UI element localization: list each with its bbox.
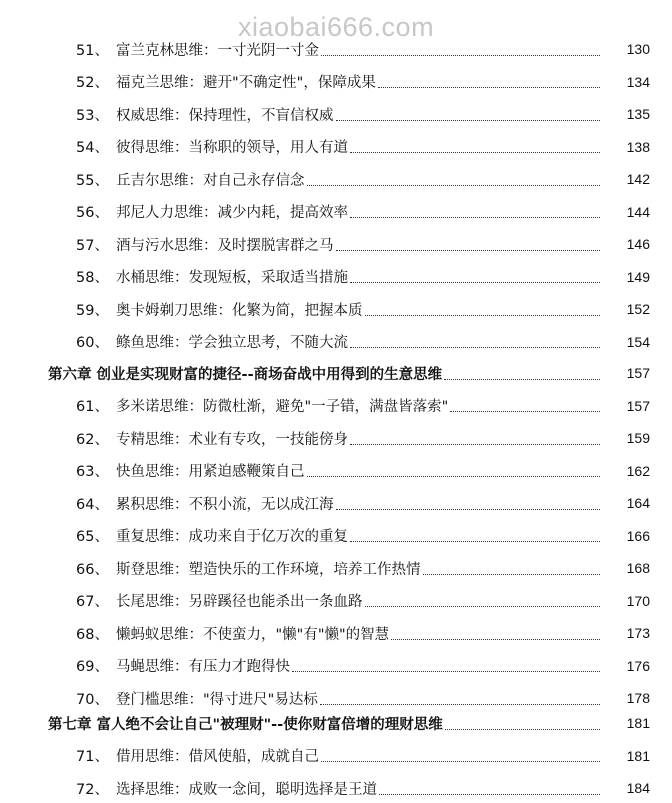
entry-leader <box>116 234 600 255</box>
toc-entry[interactable] <box>0 262 672 292</box>
entry-leader <box>116 688 600 709</box>
chapter-title: 第七章 富人绝不会让自己"被理财"--使你财富倍增的理财思维 <box>48 716 443 733</box>
entry-leader <box>116 201 600 222</box>
dot-leader <box>321 761 600 762</box>
toc-entry[interactable] <box>0 164 672 194</box>
page-number: 170 <box>626 592 650 609</box>
dot-leader <box>391 639 600 640</box>
entry-title: 水桶思维：发现短板，采取适当措施 <box>116 270 348 286</box>
dot-leader <box>307 476 601 477</box>
toc-entry[interactable] <box>0 294 672 324</box>
entry-title: 富兰克林思维：一寸光阴一寸金 <box>116 42 319 59</box>
page-number: 159 <box>626 430 650 446</box>
entry-title: 选择思维：成败一念间，聪明选择是王道 <box>116 781 377 798</box>
page-number: 176 <box>626 657 650 674</box>
entry-leader <box>48 713 600 734</box>
page-number: 162 <box>626 462 650 479</box>
entry-title: 懒蚂蚁思维：不使蛮力，"懒"有"懒"的智慧 <box>116 626 390 643</box>
page-number: 130 <box>626 41 650 57</box>
entry-title: 专精思维：术业有专攻，一技能傍身 <box>116 431 348 448</box>
dot-leader <box>350 217 600 218</box>
page-number: 146 <box>626 236 650 252</box>
dot-leader <box>321 55 600 56</box>
page-number: 154 <box>626 333 650 350</box>
entry-number: 69、 <box>76 659 109 675</box>
entry-number: 68、 <box>76 626 109 643</box>
entry-leader <box>116 590 600 611</box>
toc-entry[interactable] <box>0 67 672 97</box>
dot-leader <box>350 282 600 283</box>
entry-number: 56、 <box>76 205 109 221</box>
dot-leader <box>450 411 600 412</box>
page-number: 181 <box>626 715 650 731</box>
page-number: 178 <box>626 690 650 706</box>
toc-entry[interactable] <box>0 423 672 453</box>
entry-leader <box>116 71 600 92</box>
entry-number: 60、 <box>76 335 109 351</box>
page-number: 157 <box>626 397 650 414</box>
entry-leader <box>116 299 600 320</box>
entry-leader <box>116 266 600 287</box>
toc-entry[interactable] <box>0 391 672 421</box>
entry-title: 权威思维：保持理性，不盲信权威 <box>116 107 334 124</box>
entry-leader <box>116 525 600 546</box>
entry-number: 55、 <box>76 172 109 189</box>
entry-leader <box>116 395 600 416</box>
toc-entry[interactable] <box>0 741 672 771</box>
entry-leader <box>48 363 600 384</box>
dot-leader <box>336 120 601 121</box>
dot-leader <box>365 315 601 316</box>
entry-title: 马蝇思维：有压力才跑得快 <box>116 659 290 675</box>
dot-leader <box>292 671 600 672</box>
entry-leader <box>116 558 600 579</box>
page-number: 157 <box>626 365 650 381</box>
entry-title: 彼得思维：当称职的领导，用人有道 <box>116 140 348 156</box>
dot-leader <box>350 444 600 445</box>
entry-number: 61、 <box>76 399 109 415</box>
page-number: 164 <box>626 495 650 511</box>
entry-number: 64、 <box>76 496 109 513</box>
watermark: xiaobai666.com <box>237 12 435 42</box>
entry-number: 54、 <box>76 140 109 156</box>
chapter-heading[interactable] <box>0 358 672 388</box>
entry-title: 累积思维：不积小流，无以成江海 <box>116 496 334 513</box>
toc-entry[interactable] <box>0 132 672 162</box>
toc-entry[interactable] <box>0 651 672 681</box>
page-number: 142 <box>626 171 650 187</box>
entry-number: 52、 <box>76 75 109 91</box>
toc-entry[interactable] <box>0 197 672 227</box>
toc-entry[interactable] <box>0 99 672 129</box>
page-number: 166 <box>626 527 650 544</box>
entry-number: 66、 <box>76 561 109 578</box>
entry-title: 邦尼人力思维：减少内耗，提高效率 <box>116 205 348 221</box>
page-number: 173 <box>626 625 650 641</box>
entry-number: 62、 <box>76 431 109 448</box>
entry-number: 53、 <box>76 107 109 124</box>
dot-leader <box>336 509 601 510</box>
entry-title: 鲦鱼思维：学会独立思考，不随大流 <box>116 335 348 351</box>
toc-entry[interactable] <box>0 488 672 518</box>
entry-leader <box>116 169 600 190</box>
entry-number: 63、 <box>76 464 109 480</box>
chapter-heading[interactable] <box>0 708 672 738</box>
entry-number: 58、 <box>76 270 109 286</box>
entry-leader <box>116 745 600 766</box>
entry-number: 65、 <box>76 529 109 545</box>
toc-entry[interactable] <box>0 34 672 64</box>
entry-title: 快鱼思维：用紧迫感鞭策自己 <box>116 464 305 480</box>
chapter-title: 第六章 创业是实现财富的捷径--商场奋战中用得到的生意思维 <box>48 366 443 383</box>
entry-leader <box>116 460 600 481</box>
dot-leader <box>379 794 600 795</box>
page-number: 149 <box>626 268 650 285</box>
dot-leader <box>365 606 601 607</box>
page-number: 134 <box>626 73 650 90</box>
dot-leader <box>336 250 601 251</box>
dot-leader <box>320 704 600 705</box>
entry-leader <box>116 136 600 157</box>
page-number: 135 <box>626 106 650 122</box>
dot-leader <box>378 87 600 88</box>
entry-title: 奥卡姆剃刀思维：化繁为简，把握本质 <box>116 302 363 319</box>
entry-number: 72、 <box>76 781 109 798</box>
toc-entry[interactable] <box>0 618 672 648</box>
page-number: 152 <box>626 301 650 317</box>
entry-number: 59、 <box>76 302 109 319</box>
entry-title: 斯登思维：塑造快乐的工作环境，培养工作热情 <box>116 561 421 578</box>
entry-leader <box>116 778 600 799</box>
toc-entry[interactable] <box>0 586 672 616</box>
dot-leader <box>350 541 600 542</box>
toc-entry[interactable] <box>0 456 672 486</box>
entry-title: 福克兰思维：避开"不确定性"，保障成果 <box>116 75 376 91</box>
entry-title: 长尾思维：另辟蹊径也能杀出一条血路 <box>116 594 363 610</box>
toc-entry[interactable] <box>0 521 672 551</box>
entry-number: 70、 <box>76 691 109 708</box>
page-number: 181 <box>626 747 650 764</box>
entry-title: 丘吉尔思维：对自己永存信念 <box>116 172 305 189</box>
page-number: 138 <box>626 138 650 155</box>
entry-number: 51、 <box>76 42 109 59</box>
entry-title: 多米诺思维：防微杜渐，避免"一子错，满盘皆落索" <box>116 399 449 415</box>
toc-entry[interactable] <box>0 327 672 357</box>
entry-title: 借用思维：借风使船，成就自己 <box>116 749 319 765</box>
entry-number: 57、 <box>76 237 109 254</box>
entry-leader <box>116 39 600 60</box>
dot-leader <box>444 379 600 380</box>
entry-number: 71、 <box>76 749 109 765</box>
entry-number: 67、 <box>76 594 109 610</box>
entry-title: 酒与污水思维：及时摆脱害群之马 <box>116 237 334 254</box>
dot-leader <box>307 185 601 186</box>
entry-leader <box>116 623 600 644</box>
entry-leader <box>116 331 600 352</box>
dot-leader <box>350 347 600 348</box>
entry-title: 重复思维：成功来自于亿万次的重复 <box>116 529 348 545</box>
dot-leader <box>423 574 601 575</box>
entry-leader <box>116 655 600 676</box>
dot-leader <box>350 152 600 153</box>
entry-title: 登门槛思维："得寸进尺"易达标 <box>116 691 318 708</box>
toc-entry[interactable] <box>0 553 672 583</box>
dot-leader <box>445 729 600 730</box>
page-number: 184 <box>626 780 650 796</box>
page-number: 144 <box>626 203 650 220</box>
entry-leader <box>116 104 600 125</box>
page-number: 168 <box>626 560 650 576</box>
toc-entry[interactable] <box>0 229 672 259</box>
entry-leader <box>116 493 600 514</box>
entry-leader <box>116 428 600 449</box>
